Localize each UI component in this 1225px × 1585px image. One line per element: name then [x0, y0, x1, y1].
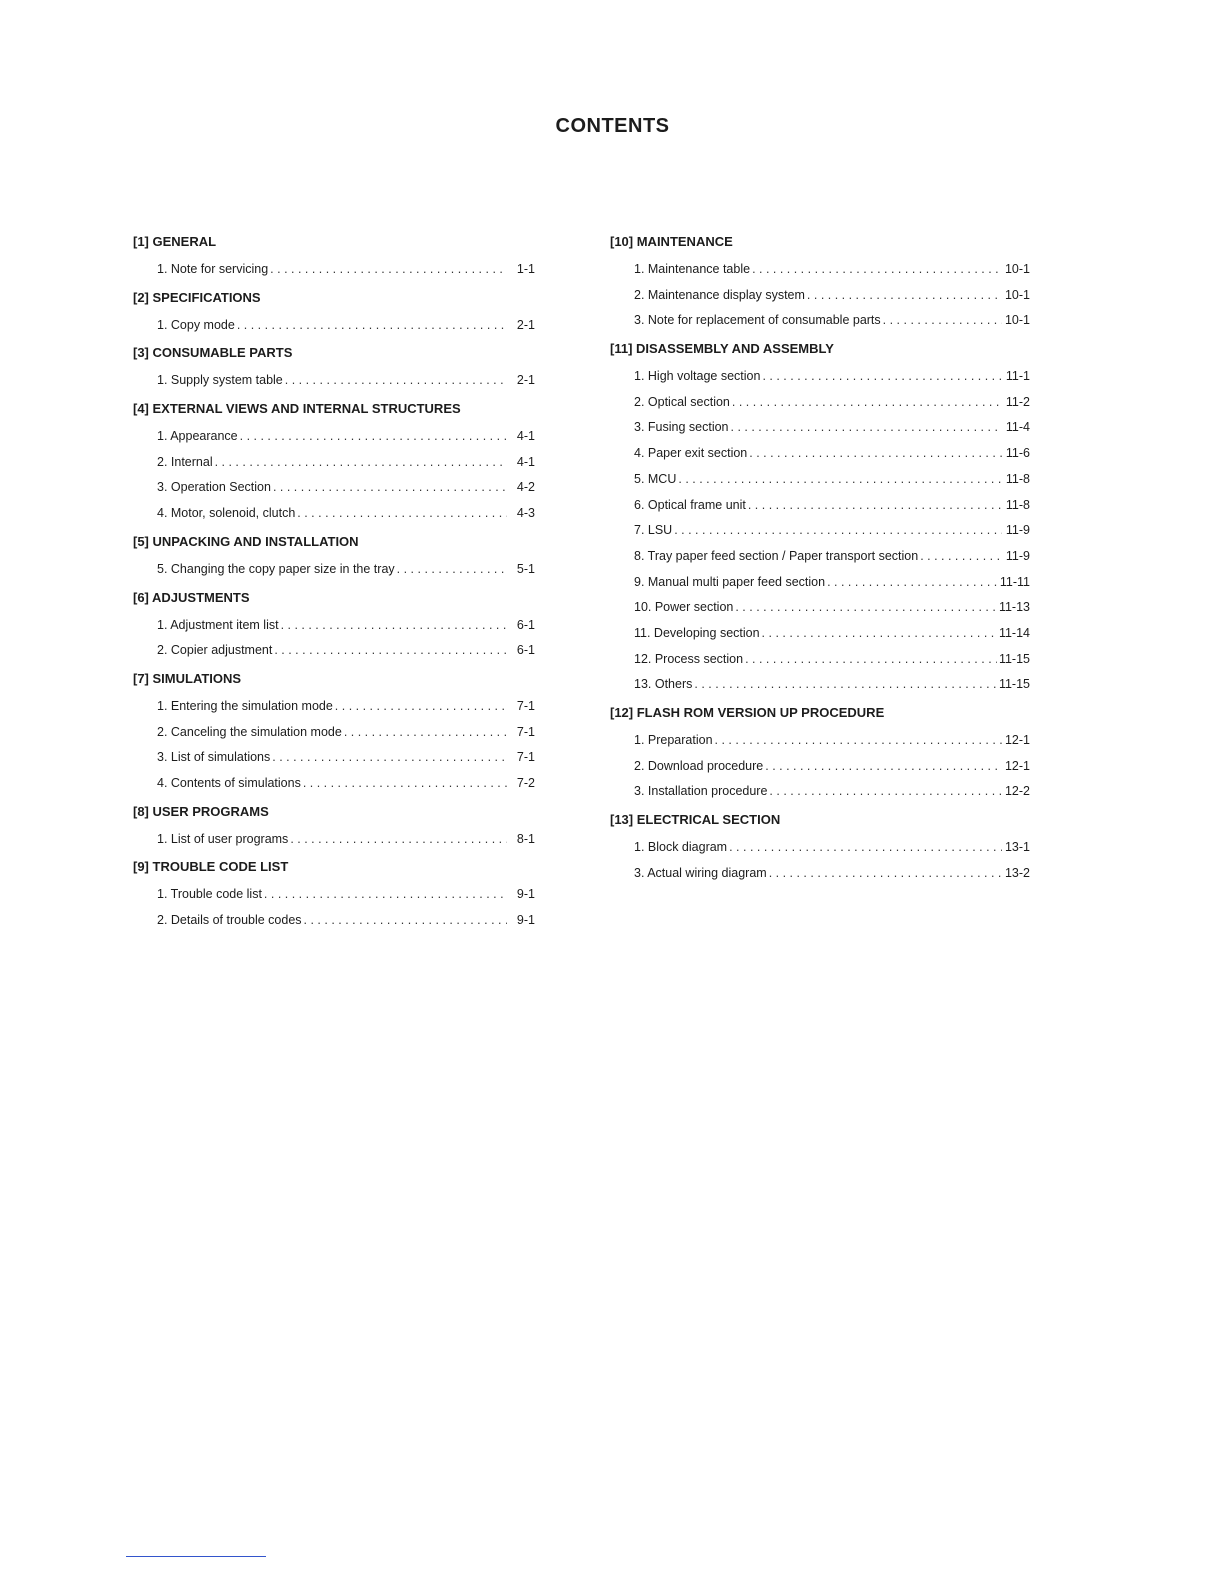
toc-entry[interactable] — [133, 313, 535, 339]
dot-leader — [920, 544, 1002, 570]
toc-entry-label: 5. Changing the copy paper size in the tray — [157, 561, 395, 576]
toc-entry-page: 4-3 — [516, 506, 535, 521]
section-heading[interactable]: [8] USER PROGRAMS — [133, 803, 269, 819]
toc-entry-page: 6-1 — [516, 643, 535, 658]
dot-leader — [769, 861, 1002, 887]
toc-entry[interactable] — [610, 544, 1030, 570]
toc-entry-label: 2. Copier adjustment — [157, 643, 273, 658]
toc-entry[interactable] — [133, 908, 535, 934]
toc-entry-label: 2. Download procedure — [634, 758, 764, 773]
dot-leader — [397, 557, 507, 583]
toc-entry[interactable] — [133, 745, 535, 771]
dot-leader — [237, 313, 507, 339]
toc-entry-label: 2. Canceling the simulation mode — [157, 724, 342, 739]
toc-entry-page: 11-2 — [1005, 394, 1030, 409]
dot-leader — [883, 308, 1002, 334]
toc-entry-label: 3. Fusing section — [634, 420, 729, 435]
dot-leader — [344, 720, 507, 746]
toc-entry-label: 4. Contents of simulations — [157, 775, 301, 790]
toc-entry-page: 9-1 — [516, 887, 535, 902]
toc-entry-label: 3. List of simulations — [157, 750, 271, 765]
toc-entry-label: 1. Preparation — [634, 733, 713, 747]
toc-entry[interactable] — [610, 754, 1030, 780]
toc-entry-label: 1. Maintenance table — [634, 262, 751, 276]
toc-entry-page: 13-2 — [1004, 865, 1030, 880]
toc-entry-page: 7-1 — [516, 750, 535, 765]
toc-entry-label: 1. Copy mode — [157, 317, 235, 332]
toc-entry[interactable] — [133, 720, 535, 746]
toc-entry-page: 5-1 — [516, 561, 535, 576]
toc-entry[interactable] — [133, 450, 535, 476]
toc-entry[interactable] — [610, 518, 1030, 544]
toc-entry-label: 7. LSU — [634, 523, 673, 538]
toc-entry-page: 13-1 — [1004, 840, 1030, 855]
toc-entry-page: 11-9 — [1005, 523, 1030, 538]
toc-entry-label: 3. Installation procedure — [634, 784, 768, 799]
dot-leader — [827, 570, 998, 596]
dot-leader — [264, 882, 507, 908]
toc-entry-label: 1. Adjustment item list — [157, 617, 279, 632]
dot-leader — [674, 518, 1002, 544]
dot-leader — [215, 450, 507, 476]
toc-entry-page: 11-11 — [999, 574, 1030, 589]
toc-entry-label: 13. Others — [634, 677, 693, 692]
section-heading[interactable]: [10] MAINTENANCE — [610, 234, 733, 249]
dot-leader — [769, 779, 1002, 805]
dot-leader — [290, 827, 507, 853]
dot-leader — [303, 771, 507, 797]
toc-entry-page: 10-1 — [1004, 262, 1030, 276]
toc-entry[interactable] — [610, 570, 1030, 596]
toc-entry-label: 2. Optical section — [634, 394, 730, 409]
dot-leader — [752, 257, 1002, 283]
toc-entry[interactable] — [610, 728, 1030, 754]
toc-entry-page: 11-9 — [1005, 548, 1030, 563]
toc-entry[interactable] — [133, 771, 535, 797]
toc-entry[interactable] — [610, 647, 1030, 673]
toc-entry[interactable] — [133, 613, 535, 639]
toc-entry-page: 2-1 — [516, 317, 535, 332]
toc-entry[interactable] — [610, 493, 1030, 519]
toc-entry-label: 1. Entering the simulation mode — [157, 698, 333, 713]
section-heading[interactable]: [7] SIMULATIONS — [133, 670, 242, 686]
toc-entry-page: 10-1 — [1004, 287, 1030, 302]
toc-entry-label: 3. Actual wiring diagram — [634, 865, 767, 880]
page-title: CONTENTS — [555, 115, 670, 137]
toc-entry[interactable] — [133, 368, 535, 394]
toc-entry-page: 11-1 — [1005, 369, 1030, 384]
section-heading[interactable]: [5] UNPACKING AND INSTALLATION — [133, 533, 359, 549]
toc-entry-page: 7-2 — [516, 775, 535, 790]
toc-entry-label: 3. Note for replacement of consumable parts — [634, 313, 881, 328]
dot-leader — [732, 390, 1002, 416]
toc-entry-page: 4-2 — [516, 480, 535, 495]
section-heading[interactable]: [4] EXTERNAL VIEWS AND INTERNAL STRUCTURES — [133, 401, 461, 417]
dot-leader — [335, 694, 507, 720]
dot-leader — [762, 621, 997, 647]
toc-entry-page: 4-1 — [516, 429, 535, 444]
toc-entry-label: 2. Internal — [157, 454, 213, 469]
toc-entry-page: 12-2 — [1004, 784, 1030, 799]
toc-entry-page: 4-1 — [516, 454, 535, 469]
toc-entry-label: 2. Details of trouble codes — [157, 913, 302, 927]
dot-leader — [274, 638, 507, 664]
toc-entry-label: 6. Optical frame unit — [634, 497, 746, 512]
dot-leader — [748, 493, 1002, 519]
toc-entry-label: 1. List of user programs — [157, 831, 289, 846]
toc-entry-label: 12. Process section — [634, 651, 744, 666]
toc-entry-page: 8-1 — [516, 831, 535, 846]
dot-leader — [297, 501, 507, 527]
toc-entry-page: 11-14 — [998, 625, 1030, 640]
toc-entry-label: 2. Maintenance display system — [634, 287, 805, 302]
section-heading[interactable]: [3] CONSUMABLE PARTS — [133, 345, 293, 361]
toc-entry-label: 4. Motor, solenoid, clutch — [157, 506, 296, 521]
toc-entry-label: 10. Power section — [634, 600, 734, 615]
toc-entry-page: 7-1 — [516, 724, 535, 739]
dot-leader — [272, 745, 507, 771]
footer-link-underline — [126, 1556, 266, 1557]
dot-leader — [281, 613, 507, 639]
toc-entry[interactable] — [610, 390, 1030, 416]
dot-leader — [731, 415, 1003, 441]
toc-entry[interactable] — [133, 638, 535, 664]
toc-entry[interactable] — [610, 283, 1030, 309]
toc-entry-page: 7-1 — [516, 698, 535, 713]
toc-entry[interactable] — [133, 882, 535, 908]
toc-entry-page: 11-4 — [1005, 420, 1030, 435]
toc-entry[interactable] — [610, 779, 1030, 805]
toc-entry-label: 1. Appearance — [157, 429, 238, 444]
dot-leader — [729, 835, 1002, 861]
dot-leader — [240, 424, 507, 450]
dot-leader — [749, 441, 1002, 467]
dot-leader — [270, 257, 507, 283]
section-heading[interactable]: [1] GENERAL — [133, 234, 217, 249]
toc-entry-page: 11-8 — [1005, 497, 1030, 512]
toc-entry-page: 11-6 — [1005, 446, 1030, 461]
toc-entry-label: 1. Block diagram — [634, 840, 728, 855]
toc-entry-page: 9-1 — [516, 913, 535, 927]
toc-entry[interactable] — [610, 672, 1030, 698]
toc-entry-page: 11-8 — [1005, 471, 1030, 486]
toc-entry[interactable] — [610, 621, 1030, 647]
toc-entry-page: 10-1 — [1004, 313, 1030, 328]
dot-leader — [694, 672, 997, 698]
toc-entry[interactable] — [610, 467, 1030, 493]
toc-entry-label: 4. Paper exit section — [634, 446, 748, 461]
toc-entry-page: 12-1 — [1004, 733, 1030, 747]
toc-entry-label: 1. Trouble code list — [157, 887, 262, 902]
toc-entry-label: 1. Note for servicing — [157, 262, 269, 276]
dot-leader — [807, 283, 1002, 309]
toc-entry-page: 1-1 — [516, 262, 535, 276]
section-heading[interactable]: [6] ADJUSTMENTS — [133, 589, 250, 605]
toc-entry-label: 8. Tray paper feed section / Paper transport section — [634, 548, 919, 563]
toc-entry[interactable] — [610, 595, 1030, 621]
dot-leader — [745, 647, 997, 673]
toc-column-right — [610, 227, 1030, 886]
toc-entry-label: 3. Operation Section — [157, 480, 271, 495]
toc-entry[interactable] — [610, 364, 1030, 390]
toc-entry-label: 5. MCU — [634, 471, 677, 486]
section-heading[interactable]: [9] TROUBLE CODE LIST — [133, 859, 289, 875]
toc-entry[interactable] — [133, 827, 535, 853]
dot-leader — [715, 728, 1002, 754]
dot-leader — [762, 364, 1002, 390]
toc-entry[interactable] — [610, 861, 1030, 887]
section-heading[interactable]: [2] SPECIFICATIONS — [133, 289, 261, 305]
dot-leader — [273, 475, 507, 501]
dot-leader — [678, 467, 1002, 493]
toc-entry[interactable] — [610, 441, 1030, 467]
dot-leader — [285, 368, 507, 394]
toc-entry-label: 11. Developing section — [634, 625, 760, 640]
toc-entry-page: 6-1 — [516, 617, 535, 632]
section-heading[interactable]: [13] ELECTRICAL SECTION — [610, 812, 781, 828]
toc-entry-page: 11-15 — [998, 677, 1030, 692]
toc-entry[interactable] — [610, 308, 1030, 334]
toc-entry[interactable] — [133, 424, 535, 450]
toc-entry-page: 11-13 — [998, 600, 1030, 615]
toc-entry-label: 1. High voltage section — [634, 369, 761, 384]
toc-entry-label: 1. Supply system table — [157, 373, 283, 388]
section-heading[interactable]: [11] DISASSEMBLY AND ASSEMBLY — [610, 341, 834, 357]
dot-leader — [765, 754, 1002, 780]
toc-entry[interactable] — [133, 694, 535, 720]
toc-column-left — [133, 227, 535, 934]
section-heading[interactable]: [12] FLASH ROM VERSION UP PROCEDURE — [610, 705, 885, 720]
toc-entry-page: 11-15 — [998, 651, 1030, 666]
dot-leader — [304, 908, 507, 934]
toc-entry-page: 2-1 — [516, 373, 535, 388]
toc-entry[interactable] — [610, 257, 1030, 283]
toc-entry[interactable] — [610, 835, 1030, 861]
toc-entry-page: 12-1 — [1004, 758, 1030, 773]
toc-entry[interactable] — [610, 415, 1030, 441]
toc-entry[interactable] — [133, 257, 535, 283]
toc-entry-label: 9. Manual multi paper feed section — [634, 574, 826, 589]
dot-leader — [735, 595, 997, 621]
toc-entry[interactable] — [133, 475, 535, 501]
toc-entry[interactable] — [133, 501, 535, 527]
toc-entry[interactable] — [133, 557, 535, 583]
